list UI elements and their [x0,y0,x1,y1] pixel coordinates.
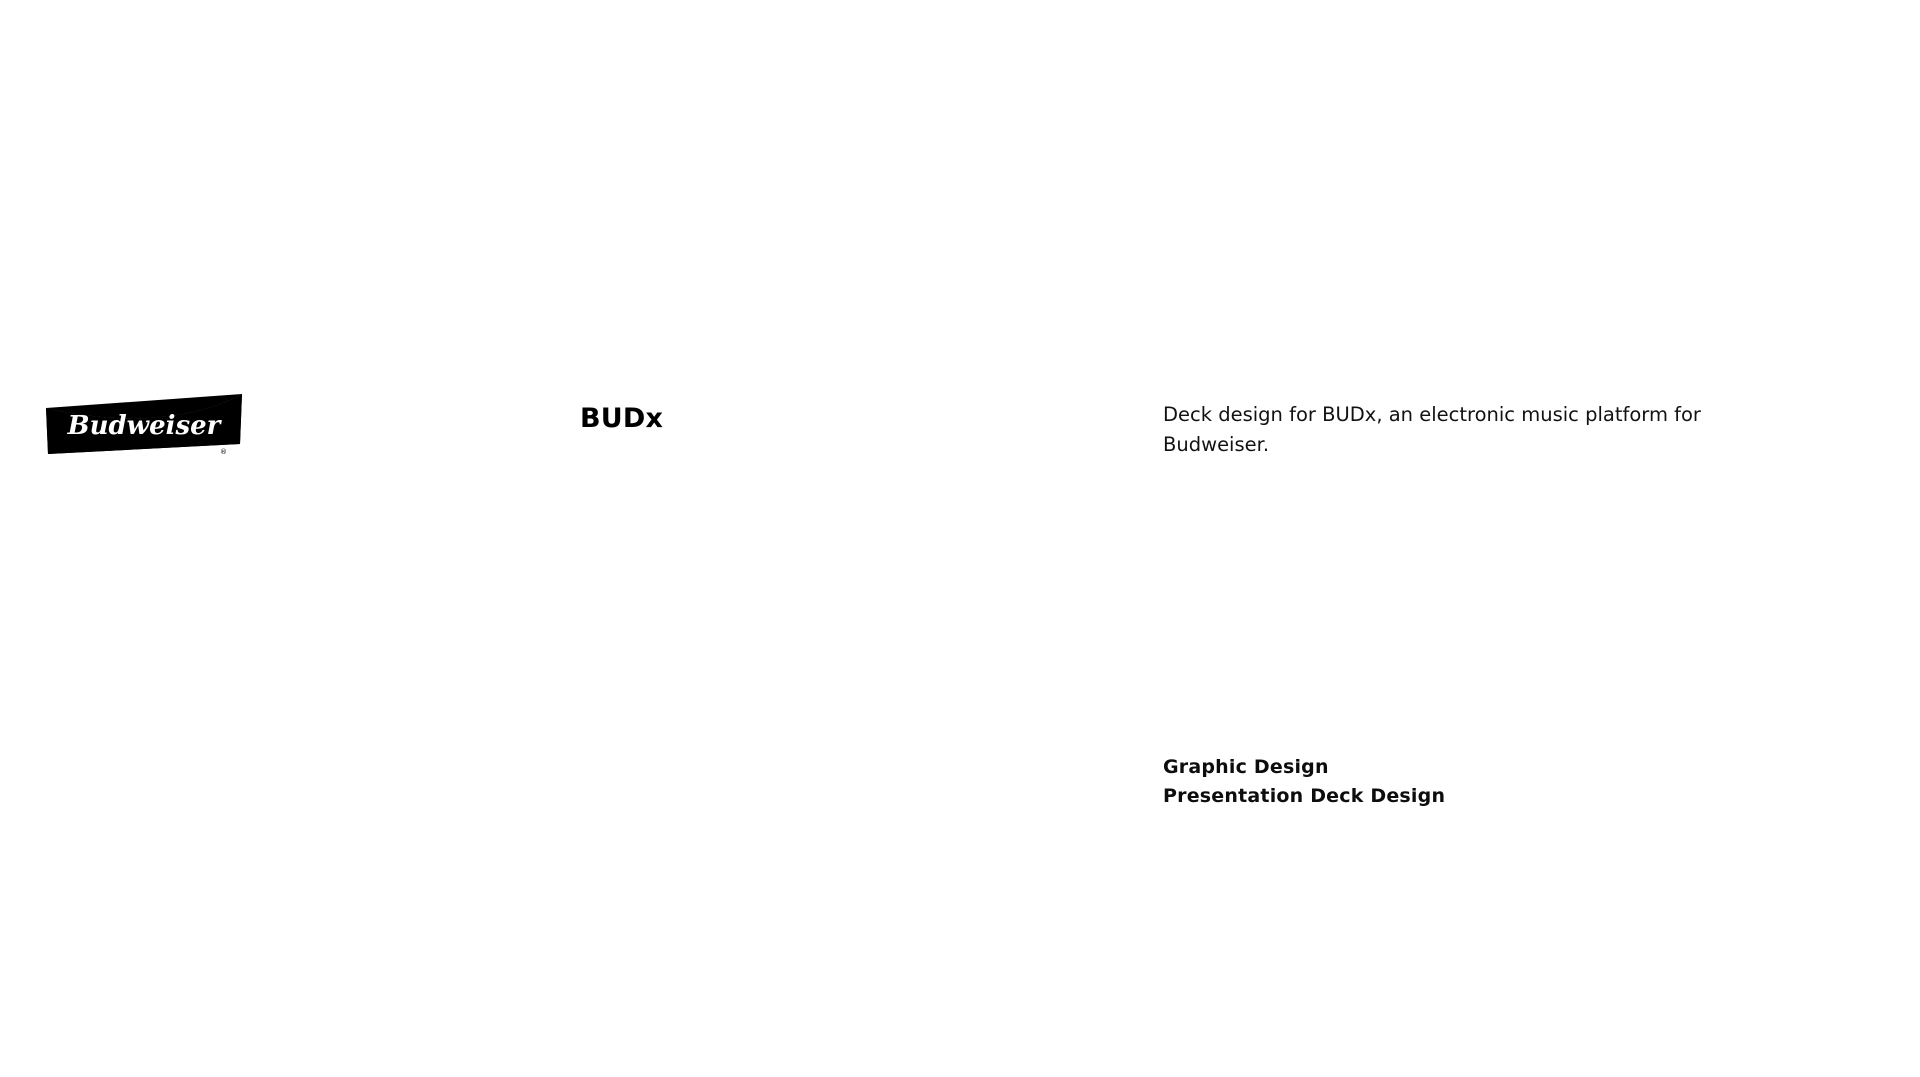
service-item-graphic-design: Graphic Design [1163,756,1329,778]
service-item-presentation-deck-design: Presentation Deck Design [1163,785,1446,808]
trademark-mark: ® [220,448,227,456]
budweiser-wordmark: Budweiser [67,411,221,441]
budweiser-logo [44,392,244,460]
budweiser-bowtie-logo [44,392,244,460]
project-title: BUDx [580,403,664,434]
project-description: Deck design for BUDx, an electronic music platform for Budweiser. [1163,403,1701,456]
services-list [1163,753,1763,812]
